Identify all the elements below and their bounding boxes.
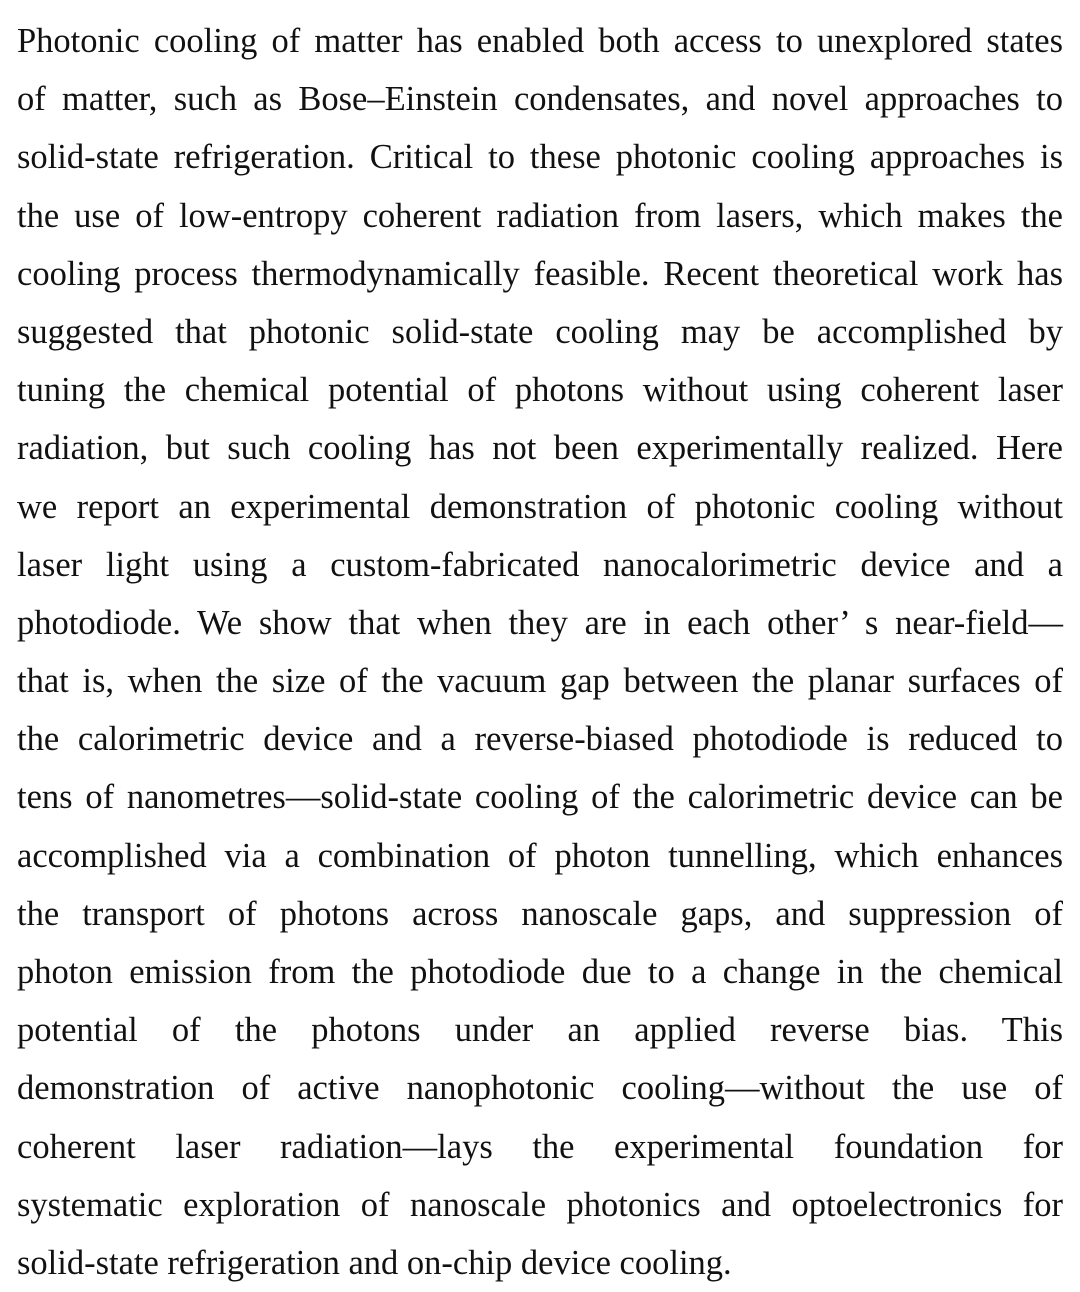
text-line-18: potential of the photons under an applied reverse bias. This xyxy=(17,1011,1063,1050)
text-line-9: we report an experimental demonstration of photonic cooling without xyxy=(17,487,1063,526)
text-line-12: that is, when the size of the vacuum gap between the planar surfaces of xyxy=(17,662,1063,701)
abstract-paragraph xyxy=(17,12,1063,1292)
text-line-17: photon emission from the photodiode due to a change in the chemical xyxy=(17,953,1063,991)
text-line-4: the use of low-entropy coherent radiation from lasers, which makes the xyxy=(17,196,1063,235)
text-line-3: solid-state refrigeration. Critical to these photonic cooling approaches is xyxy=(17,138,1063,177)
text-line-20: coherent laser radiation—lays the experimental foundation for xyxy=(17,1127,1063,1166)
text-line-13: the calorimetric device and a reverse-biased photodiode is reduced to xyxy=(17,720,1063,759)
text-line-16: the transport of photons across nanoscale gaps, and suppression of xyxy=(17,894,1063,933)
text-line-15: accomplished via a combination of photon tunnelling, which enhances xyxy=(17,836,1063,875)
text-line-10: laser light using a custom-fabricated nanocalorimetric device and a xyxy=(17,545,1063,584)
text-line-1: Photonic cooling of matter has enabled both access to unexplored states xyxy=(17,22,1063,60)
text-line-5: cooling process thermodynamically feasible. Recent theoretical work has xyxy=(17,254,1063,293)
text-line-21: systematic exploration of nanoscale photonics and optoelectronics for xyxy=(17,1185,1063,1224)
text-line-19: demonstration of active nanophotonic cooling—without the use of xyxy=(17,1069,1063,1108)
text-line-22: solid-state refrigeration and on-chip device cooling. xyxy=(17,1243,732,1282)
text-line-11: photodiode. We show that when they are in each other’ s near-field— xyxy=(17,603,1063,642)
text-line-6: suggested that photonic solid-state cooling may be accomplished by xyxy=(17,312,1063,351)
text-line-2: of matter, such as Bose–Einstein condensates, and novel approaches to xyxy=(17,80,1063,119)
text-line-8: radiation, but such cooling has not been experimentally realized. Here xyxy=(17,429,1063,468)
text-line-7: tuning the chemical potential of photons without using coherent laser xyxy=(17,371,1063,410)
text-line-14: tens of nanometres—solid-state cooling of the calorimetric device can be xyxy=(17,778,1063,817)
